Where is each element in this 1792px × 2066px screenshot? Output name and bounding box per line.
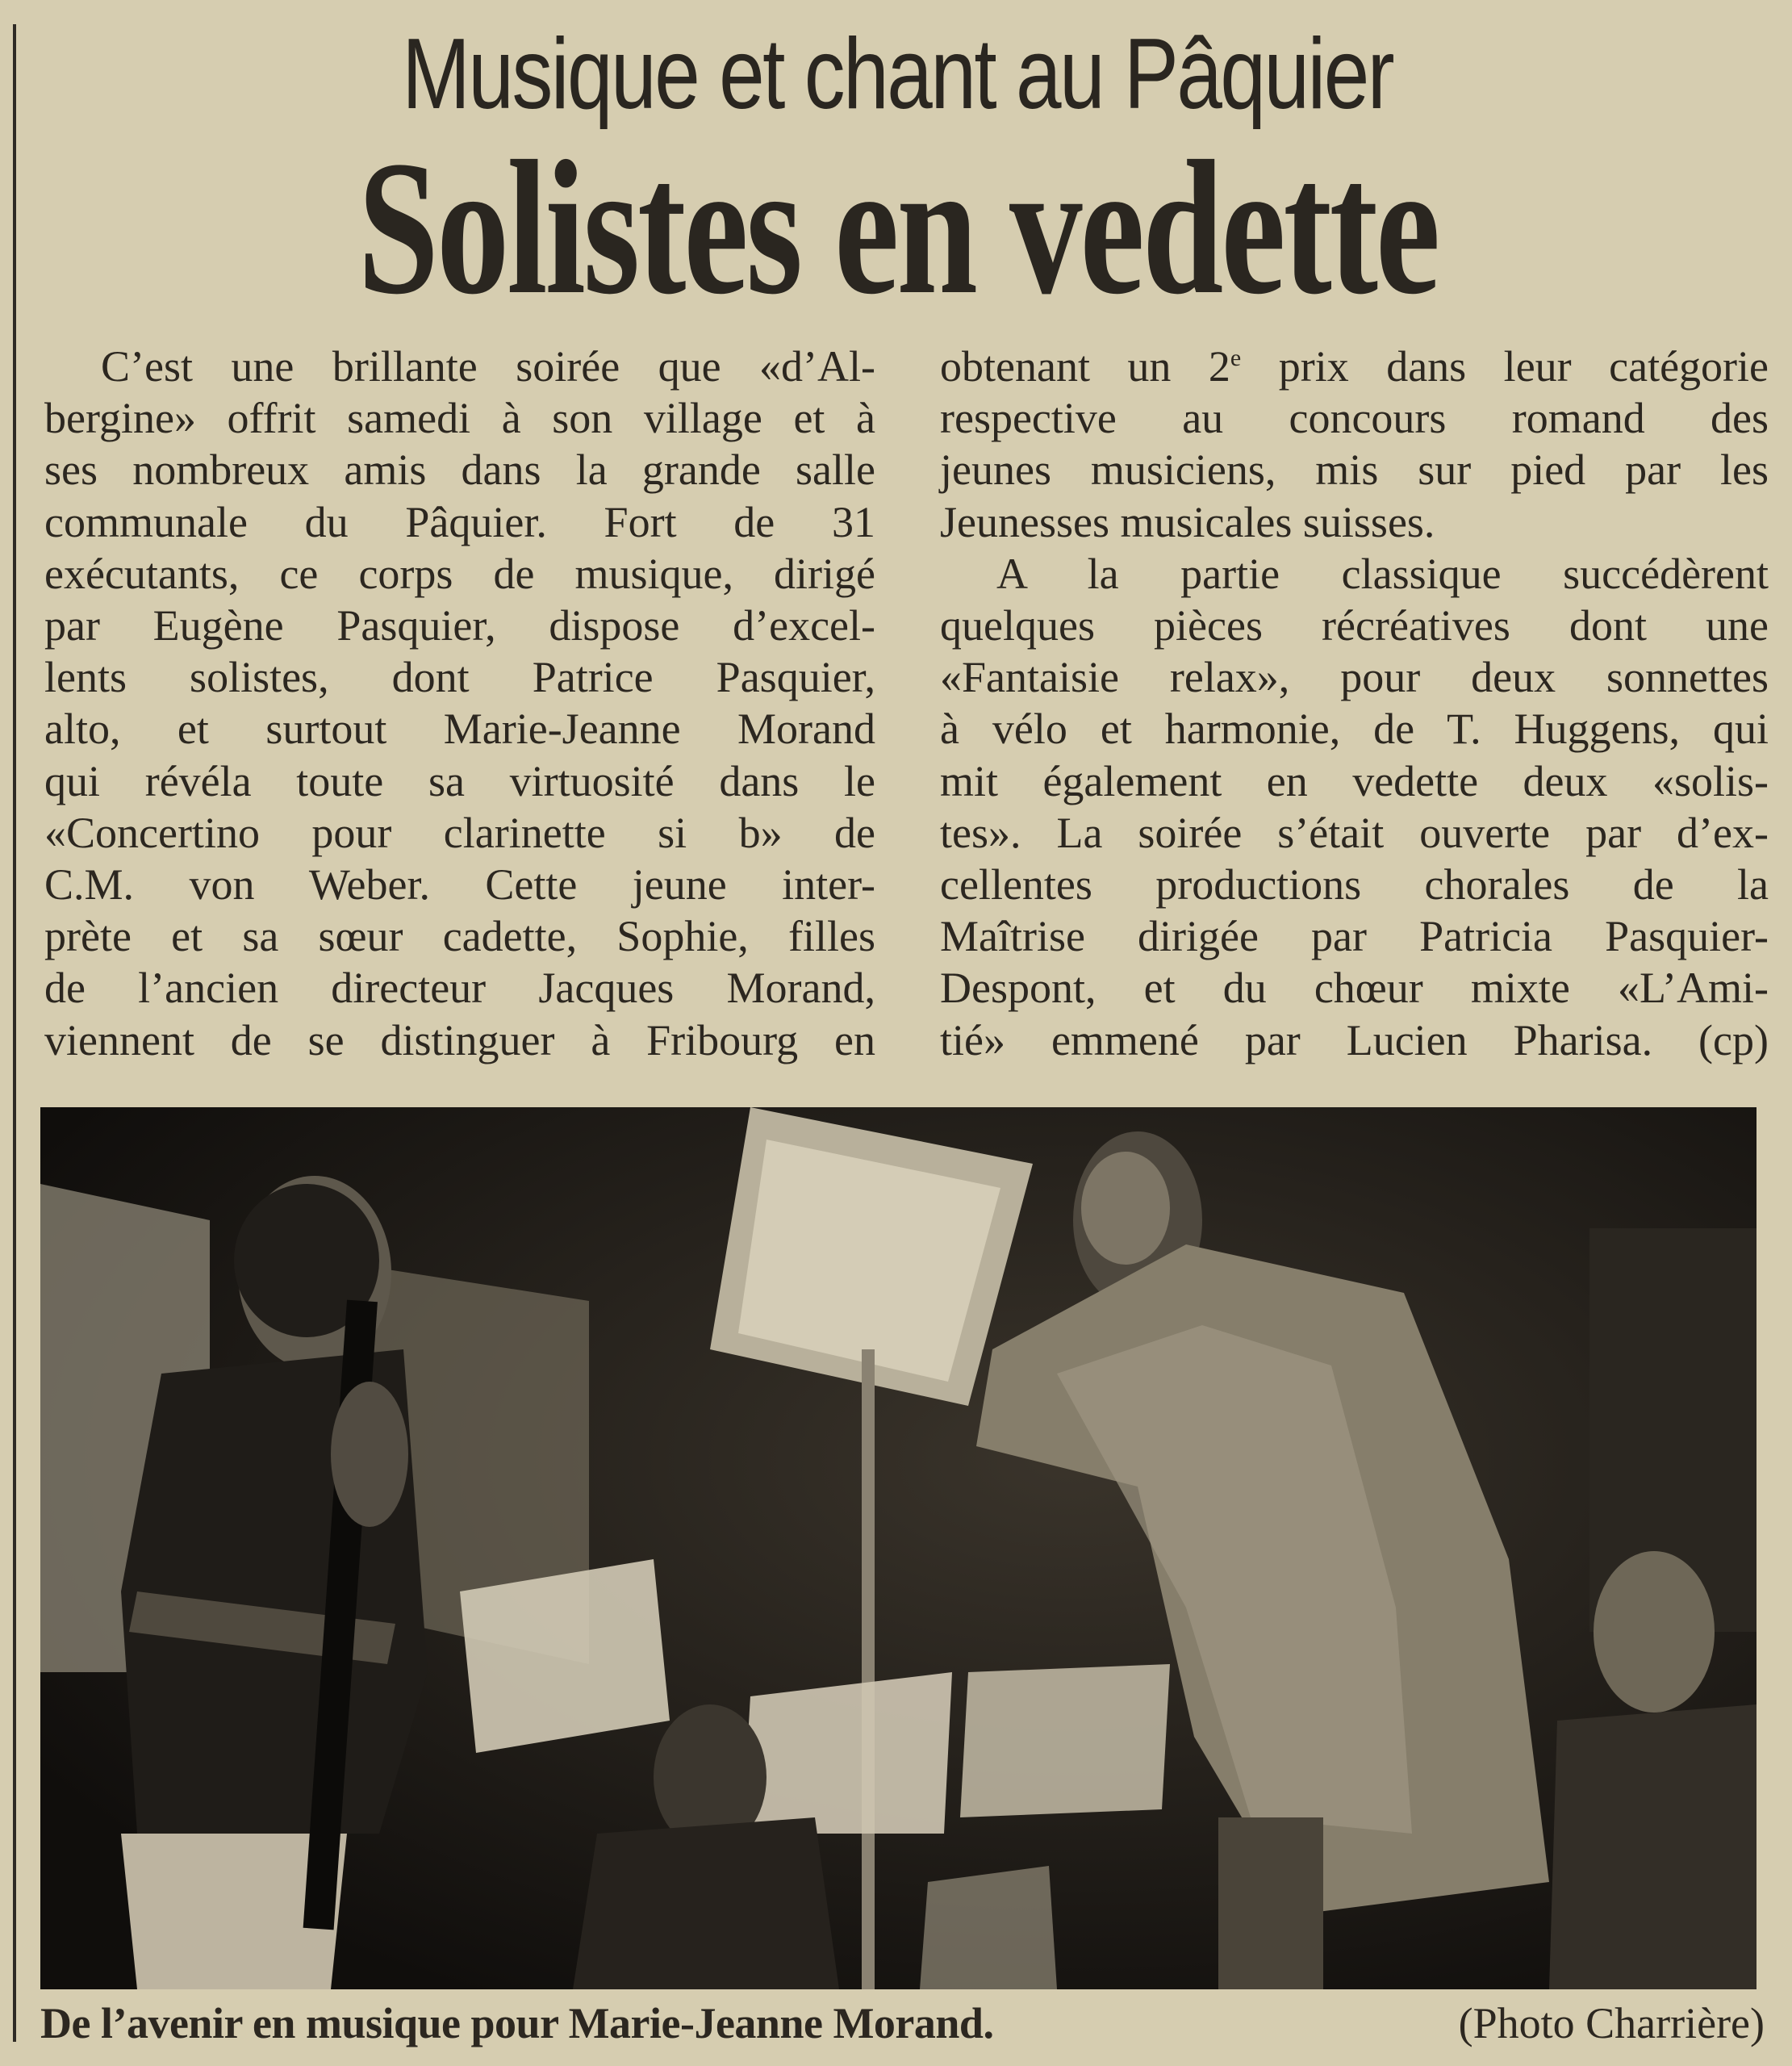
body-line: A la partie classique succédèrent [996,549,1769,598]
photo-credit: (Photo Charrière) [1458,1999,1765,2047]
body-text: obtenant un 2 [940,342,1230,391]
body-line: cellentes productions chorales de la [940,860,1769,910]
article-column-1 [44,341,875,1066]
body-line: communale du Pâquier. Fort de 31 [44,497,875,546]
body-line: jeunes musiciens, mis sur pied par les [940,445,1769,495]
body-line: qui révéla toute sa virtuosité dans le [44,756,875,805]
body-line: Jeunesses musicales suisses. [940,497,1435,546]
body-line: C’est une brillante soirée que «d’Al- [101,342,875,391]
body-line: tié» emmené par Lucien Pharisa. (cp) [940,1015,1769,1064]
body-line: tes». La soirée s’était ouverte par d’ex- [940,808,1769,857]
body-line: de l’ancien directeur Jacques Morand, [44,964,875,1013]
body-text: prix dans leur catégorie [1241,342,1769,391]
body-line: exécutants, ce corps de musique, dirigé [44,549,875,598]
body-line: Despont, et du chœur mixte «L’Ami- [940,964,1769,1013]
photo-caption: De l’avenir en musique pour Marie-Jeanne Morand. [40,1999,994,2047]
column-rule [13,24,16,2042]
concert-photo [40,1107,1756,1989]
body-line: respective au concours romand des [940,394,1769,443]
body-line: par Eugène Pasquier, dispose d’excel- [44,601,875,650]
ordinal-superscript: e [1230,345,1242,371]
article-column-2 [940,341,1769,1066]
body-line: C.M. von Weber. Cette jeune inter- [44,860,875,910]
article-kicker: Musique et chant au Pâquier [402,19,1393,130]
body-line: mit également en vedette deux «solis- [940,756,1769,805]
body-line: à vélo et harmonie, de T. Huggens, qui [940,705,1769,754]
body-line: quelques pièces récréatives dont une [940,601,1769,650]
body-line [940,341,1769,392]
body-line: alto, et surtout Marie-Jeanne Morand [44,705,875,754]
body-line: ses nombreux amis dans la grande salle [44,445,875,495]
body-line: «Fantaisie relax», pour deux sonnettes [940,653,1769,702]
body-line: «Concertino pour clarinette si b» de [44,808,875,857]
body-line: lents solistes, dont Patrice Pasquier, [44,653,875,702]
body-line: prète et sa sœur cadette, Sophie, filles [44,912,875,961]
concert-photo-illustration [40,1107,1756,1989]
article-headline: Solistes en vedette [357,122,1439,334]
body-line: bergine» offrit samedi à son village et à [44,394,875,443]
body-line: Maîtrise dirigée par Patricia Pasquier- [940,912,1769,961]
body-line: viennent de se distinguer à Fribourg en [44,1015,875,1064]
